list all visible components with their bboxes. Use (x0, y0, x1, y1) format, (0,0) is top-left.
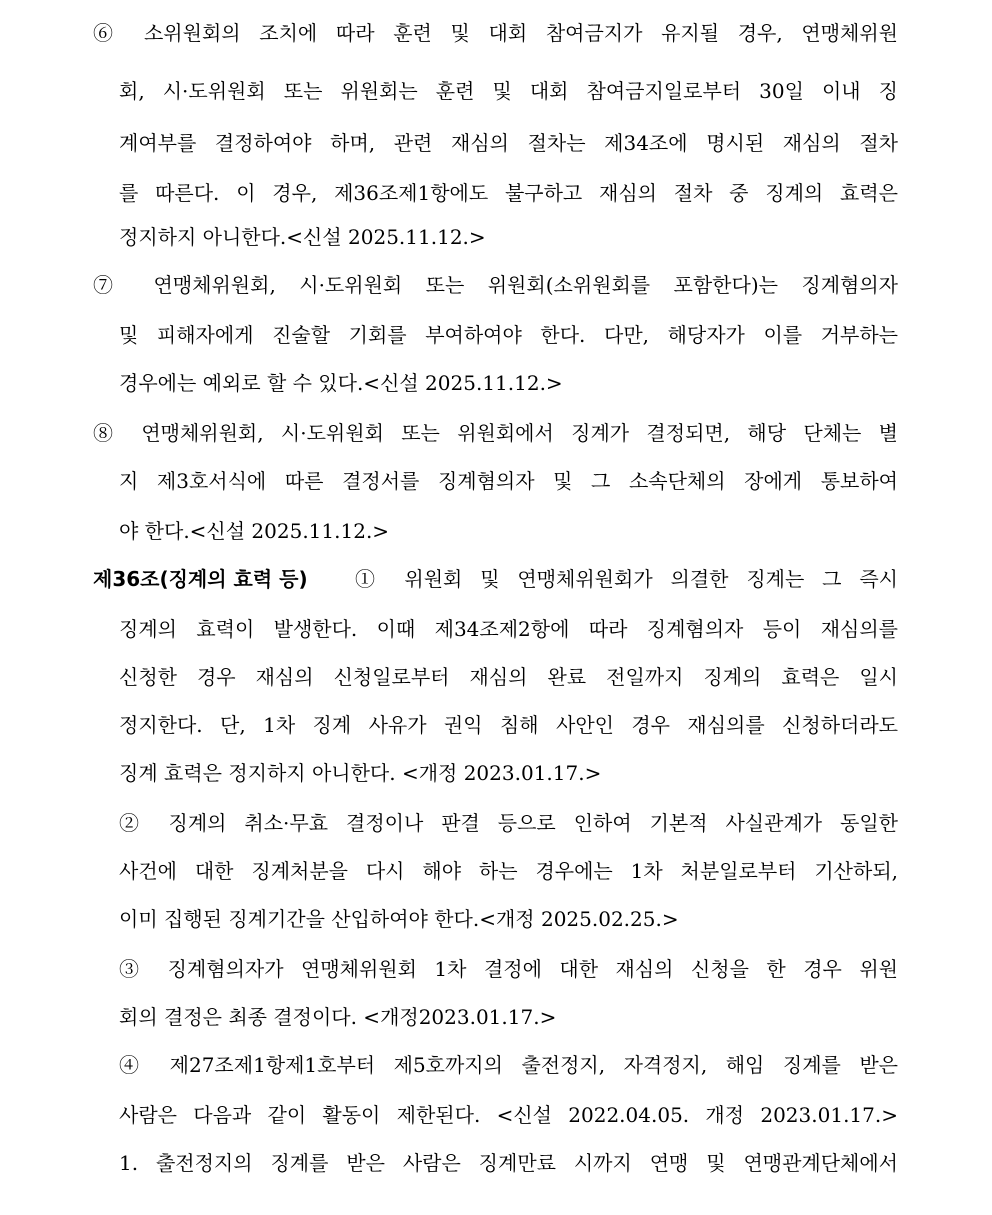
article-36-paragraph-2-line-1 (0, 806, 992, 840)
text-line: 징계 효력은 정지하지 아니한다. <개정 2023.01.17.> (119, 761, 602, 785)
paragraph-7-line-3 (0, 366, 992, 400)
text-line: ③ 징계혐의자가 연맹체위원회 1차 결정에 대한 재심의 신청을 한 경우 위원 (119, 957, 899, 981)
paragraph-7-line-2 (0, 318, 992, 352)
article-36-line-5 (0, 756, 992, 790)
paragraph-6-line-2 (0, 74, 992, 108)
article-36-paragraph-3-line-1 (0, 952, 992, 986)
text-line: 징계의 효력이 발생한다. 이때 제34조제2항에 따라 징계혐의자 등이 재심의를 (119, 617, 898, 641)
paragraph-7-line-1 (0, 268, 992, 302)
article-36-paragraph-4-line-1 (0, 1048, 992, 1082)
text-line: ⑥ 소위원회의 조치에 따라 훈련 및 대회 참여금지가 유지될 경우, 연맹체위원 (93, 21, 898, 45)
paragraph-6-line-3 (0, 126, 992, 160)
text-line: ② 징계의 취소·무효 결정이나 판결 등으로 인하여 기본적 사실관계가 동일한 (119, 811, 898, 835)
article-36-item-1-line-1 (0, 1146, 992, 1180)
text-line: 회, 시·도위원회 또는 위원회는 훈련 및 대회 참여금지일로부터 30일 이내 징 (119, 79, 898, 103)
text-line: 사람은 다음과 같이 활동이 제한된다. <신설 2022.04.05. 개정 2023.01.17.> (119, 1103, 898, 1127)
text-line: 정지한다. 단, 1차 징계 사유가 권익 침해 사안인 경우 재심의를 신청하더라도 (119, 713, 898, 737)
text-line: 지 제3호서식에 따른 결정서를 징계혐의자 및 그 소속단체의 장에게 통보하여 (119, 469, 898, 493)
text-line: 1. 출전정지의 징계를 받은 사람은 징계만료 시까지 연맹 및 연맹관계단체에서 (119, 1151, 898, 1175)
text-line: 이미 집행된 징계기간을 산입하여야 한다.<개정 2025.02.25.> (119, 907, 679, 931)
text-line: 회의 결정은 최종 결정이다. <개정2023.01.17.> (119, 1005, 557, 1029)
text-line: 및 피해자에게 진술할 기회를 부여하여야 한다. 다만, 해당자가 이를 거부하는 (119, 323, 898, 347)
paragraph-6-line-5 (0, 220, 992, 254)
text-line: ④ 제27조제1항제1호부터 제5호까지의 출전정지, 자격정지, 해임 징계를 받은 (119, 1053, 898, 1077)
article-36-paragraph-3-line-2 (0, 1000, 992, 1034)
text-line: ① 위원회 및 연맹체위원회가 의결한 징계는 그 즉시 (355, 567, 898, 591)
article-36-paragraph-2-line-2 (0, 854, 992, 888)
text-line: 사건에 대한 징계처분을 다시 해야 하는 경우에는 1차 처분일로부터 기산하되, (119, 859, 898, 883)
text-line: ⑧ 연맹체위원회, 시·도위원회 또는 위원회에서 징계가 결정되면, 해당 단체는 별 (93, 421, 898, 445)
paragraph-8-line-2 (0, 464, 992, 498)
article-36-paragraph-2-line-3 (0, 902, 992, 936)
article-36-line-1 (0, 562, 992, 596)
text-line: 정지하지 아니한다.<신설 2025.11.12.> (119, 225, 486, 249)
paragraph-6-line-1 (0, 16, 992, 50)
text-line: 를 따른다. 이 경우, 제36조제1항에도 불구하고 재심의 절차 중 징계의 효력은 (119, 181, 898, 205)
article-36-line-4 (0, 708, 992, 742)
text-line: 경우에는 예외로 할 수 있다.<신설 2025.11.12.> (119, 371, 563, 395)
article-36-line-3 (0, 660, 992, 694)
article-36-line-2 (0, 612, 992, 646)
paragraph-8-line-3 (0, 514, 992, 548)
paragraph-8-line-1 (0, 416, 992, 450)
text-line: 신청한 경우 재심의 신청일로부터 재심의 완료 전일까지 징계의 효력은 일시 (119, 665, 898, 689)
text-line: 계여부를 결정하여야 하며, 관련 재심의 절차는 제34조에 명시된 재심의 절차 (119, 131, 898, 155)
article-36-paragraph-4-line-2 (0, 1098, 992, 1132)
article-title: 제36조(징계의 효력 등) (93, 567, 308, 591)
text-line: 야 한다.<신설 2025.11.12.> (119, 519, 390, 543)
text-line: ⑦ 연맹체위원회, 시·도위원회 또는 위원회(소위원회를 포함한다)는 징계혐의자 (93, 273, 898, 297)
paragraph-6-line-4 (0, 176, 992, 210)
